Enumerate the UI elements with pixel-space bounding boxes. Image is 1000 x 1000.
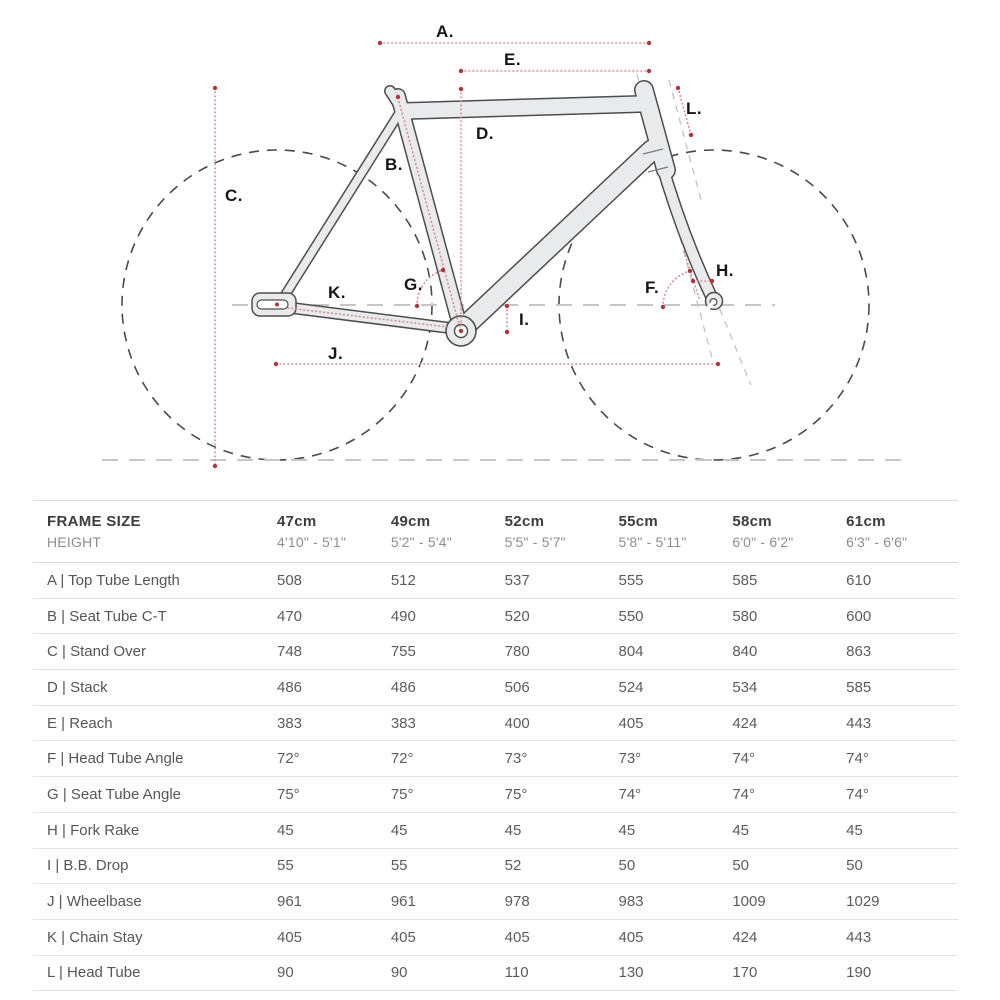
cell-value: 74°: [846, 750, 869, 768]
header-frame-size-cell: [33, 513, 275, 550]
down-tube: [463, 150, 652, 328]
row-label: I | B.B. Drop: [47, 857, 129, 875]
header-col-52: 52cm 5'5" - 5'7": [504, 513, 566, 550]
cell-value: 90: [277, 964, 294, 982]
dim-label-l: L.: [686, 99, 703, 118]
cell-value: 72°: [277, 750, 300, 768]
cell-value: 73°: [504, 750, 528, 768]
cell-value: 983: [618, 893, 644, 911]
cell-value: 534: [732, 678, 758, 696]
cell-value: 508: [277, 571, 303, 589]
cell-value: 486: [390, 678, 416, 696]
cell-value: 537: [504, 571, 530, 589]
dim-label-k: K.: [328, 283, 346, 302]
cell-value: 524: [618, 678, 644, 696]
row-label: H | Fork Rake: [47, 821, 140, 839]
cell-value: 512: [390, 571, 416, 589]
dim-label-a: A.: [436, 22, 454, 41]
cell-value: 405: [618, 928, 644, 946]
table-row-stack: [33, 670, 958, 706]
cell-value: 840: [732, 643, 758, 661]
cell-value: 74°: [846, 785, 869, 803]
cell-value: 1029: [846, 893, 880, 911]
cell-value: 748: [277, 643, 303, 661]
row-label: L | Head Tube: [47, 964, 141, 982]
cell-value: 470: [277, 607, 303, 625]
geometry-table: [33, 500, 958, 991]
row-label: F | Head Tube Angle: [47, 750, 184, 768]
dim-label-d: D.: [476, 124, 494, 143]
dim-label-i: I.: [519, 310, 530, 329]
table-row-chain-stay: [33, 920, 958, 956]
cell-value: 610: [846, 571, 872, 589]
cell-value: 170: [732, 964, 758, 982]
dim-label-e: E.: [504, 50, 522, 69]
cell-value: 74°: [732, 750, 756, 768]
header-col-55: 55cm 5'8" - 5'11": [618, 513, 687, 550]
cell-value: 520: [504, 607, 530, 625]
cell-value: 45: [277, 821, 294, 839]
cell-value: 52: [504, 857, 522, 875]
row-label: B | Seat Tube C-T: [47, 607, 167, 625]
cell-value: 405: [504, 928, 530, 946]
cell-value: 585: [732, 571, 758, 589]
dim-label-f: F.: [645, 278, 660, 297]
table-row-fork-rake: [33, 813, 958, 849]
cell-value: 50: [732, 857, 750, 875]
cell-value: 73°: [618, 750, 642, 768]
rear-dropout: [252, 293, 296, 316]
row-label: J | Wheelbase: [47, 893, 142, 911]
cell-value: 863: [846, 643, 872, 661]
cell-value: 780: [504, 643, 530, 661]
cell-value: 74°: [732, 785, 756, 803]
table-row-head-tube: [33, 956, 958, 992]
chain-stay-centerline: [288, 308, 448, 327]
table-row-seat-tube-angle: [33, 777, 958, 813]
cell-value: 555: [618, 571, 644, 589]
front-dropout: [706, 293, 723, 311]
cell-value: 443: [846, 928, 872, 946]
cell-value: 45: [390, 821, 408, 839]
cell-value: 443: [846, 714, 872, 732]
cell-value: 405: [277, 928, 303, 946]
cell-value: 50: [618, 857, 636, 875]
table-row-seat-tube: [33, 599, 958, 635]
cell-value: 45: [504, 821, 522, 839]
table-row-top-tube-length: [33, 563, 958, 599]
cell-value: 75°: [504, 785, 528, 803]
cell-value: 804: [618, 643, 644, 661]
cell-value: 405: [390, 928, 416, 946]
table-row-reach: [33, 706, 958, 742]
cell-value: 75°: [277, 785, 300, 803]
header-col-58: 58cm 6'0" - 6'2": [732, 513, 794, 550]
cell-value: 424: [732, 928, 758, 946]
dim-label-b: B.: [385, 155, 403, 174]
seat-stay: [282, 112, 400, 300]
table-row-bb-drop: [33, 849, 958, 885]
cell-value: 506: [504, 678, 530, 696]
header-col-49: 49cm 5'2" - 5'4": [390, 513, 452, 550]
bike-geometry-diagram: [0, 0, 1000, 495]
cell-value: 45: [732, 821, 750, 839]
cell-value: 55: [277, 857, 294, 875]
cell-value: 50: [846, 857, 863, 875]
cell-value: 978: [504, 893, 530, 911]
row-label: C | Stand Over: [47, 643, 146, 661]
dim-label-h: H.: [716, 261, 734, 280]
row-label: G | Seat Tube Angle: [47, 785, 181, 803]
cell-value: 45: [846, 821, 863, 839]
cell-value: 74°: [618, 785, 642, 803]
row-label: E | Reach: [47, 714, 113, 732]
cell-value: 1009: [732, 893, 766, 911]
cell-value: 383: [277, 714, 303, 732]
cell-value: 110: [504, 964, 529, 982]
cell-value: 961: [390, 893, 416, 911]
cell-value: 190: [846, 964, 872, 982]
cell-value: 490: [390, 607, 416, 625]
cell-value: 55: [390, 857, 408, 875]
row-label: D | Stack: [47, 678, 108, 696]
row-label: A | Top Tube Length: [47, 571, 180, 589]
dim-label-j: J.: [328, 344, 344, 363]
dim-arc-f: [663, 271, 690, 307]
height-header: HEIGHT: [47, 534, 102, 550]
dim-label-c: C.: [225, 186, 243, 205]
cell-value: 400: [504, 714, 530, 732]
frame-size-header: FRAME SIZE: [47, 513, 141, 530]
cell-value: 75°: [390, 785, 414, 803]
fork-blade: [660, 158, 713, 300]
table-header-row: [33, 501, 958, 563]
cell-value: 580: [732, 607, 758, 625]
cell-value: 550: [618, 607, 644, 625]
cell-value: 45: [618, 821, 636, 839]
table-row-wheelbase: [33, 884, 958, 920]
cell-value: 600: [846, 607, 872, 625]
cell-value: 405: [618, 714, 644, 732]
header-col-61: 61cm 6'3" - 6'6": [846, 513, 908, 550]
cell-value: 383: [390, 714, 416, 732]
header-col-47: 47cm 4'10" - 5'1": [277, 513, 347, 550]
cell-value: 72°: [390, 750, 414, 768]
dim-label-g: G.: [404, 275, 423, 294]
table-row-head-tube-angle: [33, 741, 958, 777]
cell-value: 90: [390, 964, 408, 982]
cell-value: 130: [618, 964, 644, 982]
cell-value: 585: [846, 678, 872, 696]
table-row-stand-over: [33, 634, 958, 670]
cell-value: 961: [277, 893, 303, 911]
cell-value: 424: [732, 714, 758, 732]
row-label: K | Chain Stay: [47, 928, 143, 946]
cell-value: 486: [277, 678, 303, 696]
top-tube: [405, 104, 640, 111]
guide-lines: [102, 74, 903, 460]
cell-value: 755: [390, 643, 416, 661]
